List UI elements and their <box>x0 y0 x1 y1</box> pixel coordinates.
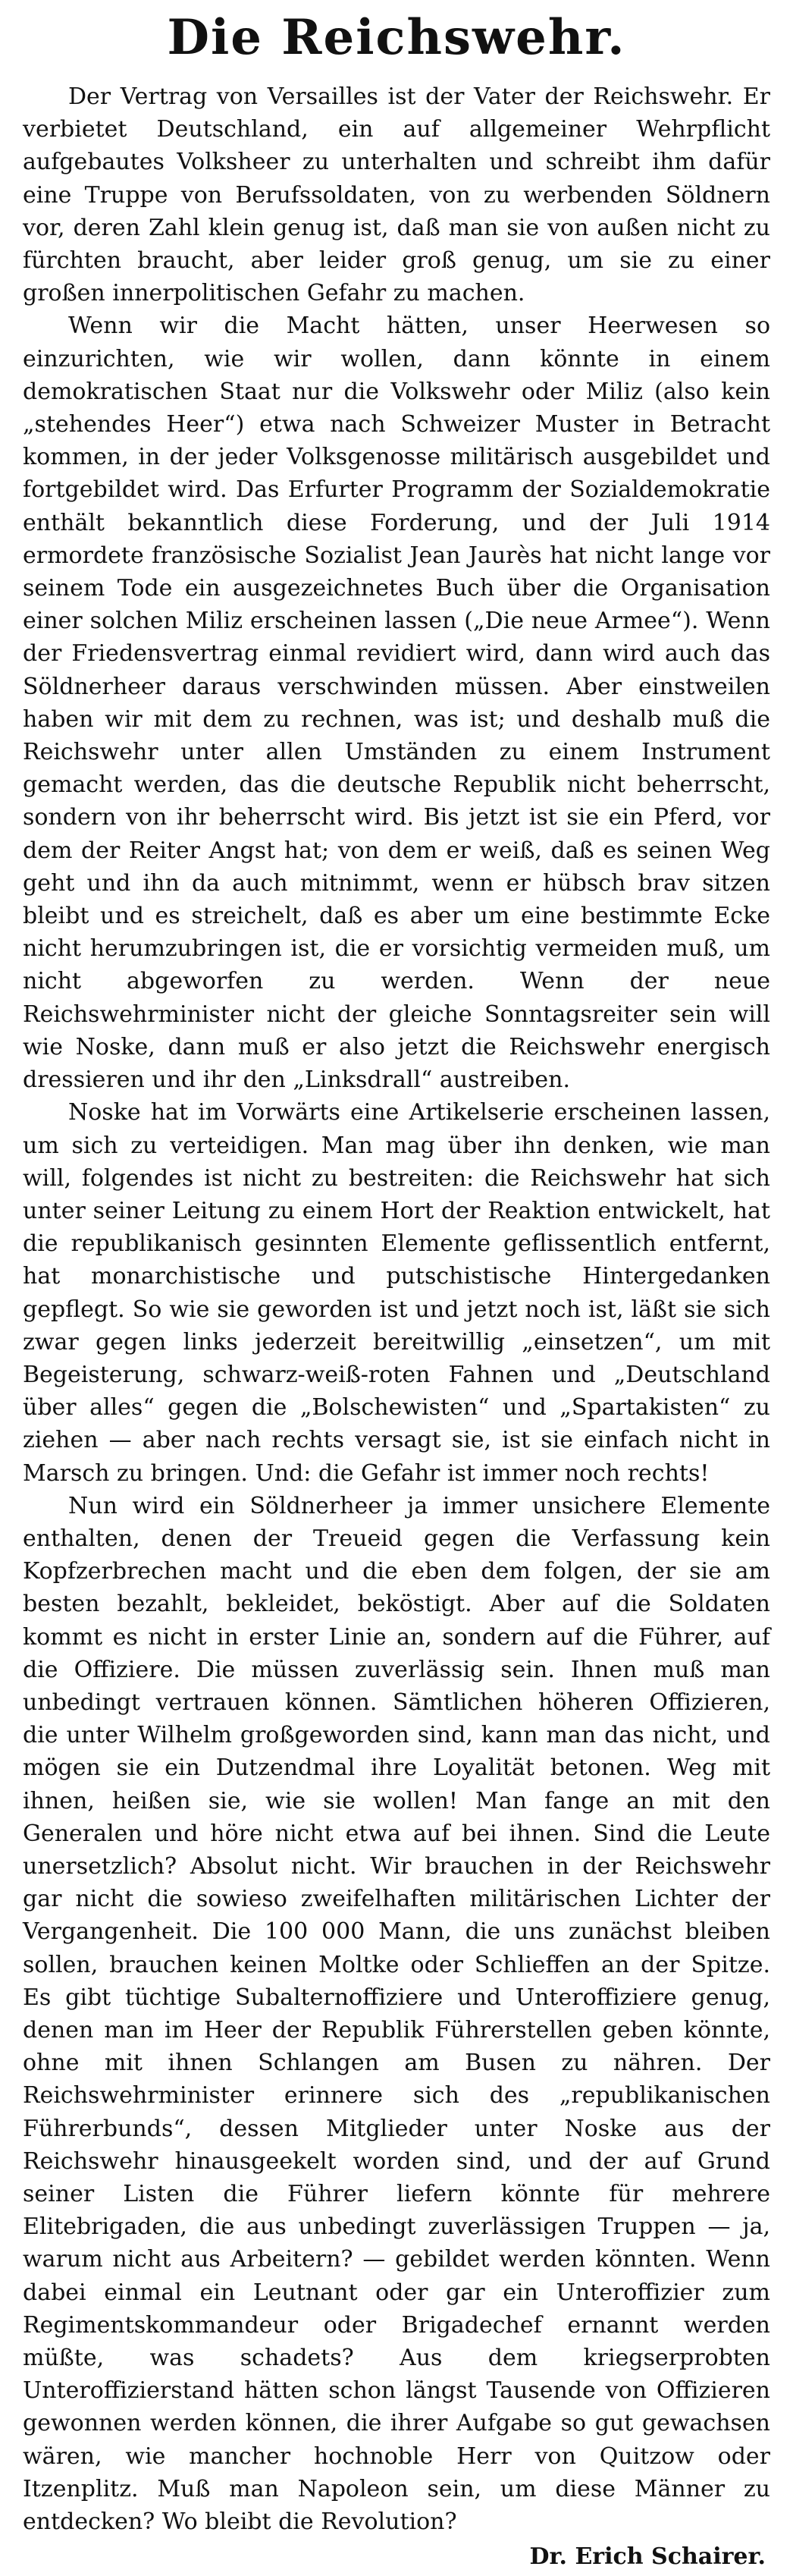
article-title: Die Reichswehr. <box>167 9 626 66</box>
article-paragraph: Nun wird ein Söldnerheer ja immer unsichere Elemente enthalten, denen der Treueid gegen die Verfassung kein Kopfzerbrechen macht und die eben dem folgen, der sie am besten bezahlt, bekleidet, beköstigt. Aber auf die Soldaten kommt es nicht in erster Linie an, sondern auf die Führer, auf die Offiziere. Die müssen zuverlässig sein. Ihnen muß man unbedingt vertrauen können. Sämtlichen höheren Offizieren, die unter Wilhelm großgeworden sind, kann man das nicht, und mögen sie ein Dutzendmal ihre Loyalität betonen. Weg mit ihnen, heißen sie, wie sie wollen! Man fange an mit den Generalen und höre nicht etwa auf bei ihnen. Sind die Leute unersetzlich? Absolut nicht. Wir brauchen in der Reichswehr gar nicht die sowieso zweifelhaften militärischen Lichter der Vergangenheit. Die 100 000 Mann, die uns zunächst bleiben sollen, brauchen keinen Moltke oder Schlieffen an der Spitze. Es gibt tüchtige Subalternoffiziere und Unteroffiziere genug, denen man im Heer der Republik Führerstellen geben könnte, ohne mit ihnen Schlangen am Busen zu nähren. Der Reichswehrminister erinnere sich des „republikanischen Führerbunds“, dessen Mitglieder unter Noske aus der Reichswehr hinausgeekelt worden sind, und der auf Grund seiner Listen die Führer liefern könnte für mehrere Elitebrigaden, die aus unbedingt zuverlässigen Truppen — ja, warum nicht aus Arbeitern? — gebildet werden könnten. Wenn dabei einmal ein Leutnant oder gar ein Unteroffizier zum Regimentskommandeur oder Brigadechef ernannt werden müßte, was schadets? Aus dem kriegserprobten Unteroffizierstand hätten schon längst Tausende von Offizieren gewonnen werden können, die ihrer Aufgabe so gut gewachsen wären, wie mancher hochnoble Herr von Quitzow oder Itzenplitz. Muß man Napoleon sein, um diese Männer zu entdecken? Wo bleibt die Revolution? <box>23 1492 770 2536</box>
author-signature: Dr. Erich Schairer. <box>529 2543 766 2571</box>
article-paragraph: Der Vertrag von Versailles ist der Vater der Reichswehr. Er verbietet Deutschland, ein auf allgemeiner Wehrpflicht aufgebautes Volksheer zu unterhalten und schreibt ihm dafür eine Truppe von Berufssoldaten, von zu werbenden Söldnern vor, deren Zahl klein genug ist, daß man sie von außen nicht zu fürchten braucht, aber leider groß genug, um sie zu einer großen innerpolitischen Gefahr zu machen. <box>23 83 770 307</box>
article-paragraph: Wenn wir die Macht hätten, unser Heerwesen so einzurichten, wie wir wollen, dann könnte in einem demokratischen Staat nur die Volkswehr oder Miliz (also kein „stehendes Heer“) etwa nach Schweizer Muster in Betracht kommen, in der jeder Volksgenosse militärisch ausgebildet und fortgebildet wird. Das Erfurter Programm der Sozialdemokratie enthält bekanntlich diese Forderung, und der Juli 1914 ermordete französische Sozialist Jean Jaurès hat nicht lange vor seinem Tode ein ausgezeichnetes Buch über die Organisation einer solchen Miliz erscheinen lassen („Die neue Armee“). Wenn der Friedensvertrag einmal revidiert wird, dann wird auch das Söldnerheer daraus verschwinden müssen. Aber einstweilen haben wir mit dem zu rechnen, was ist; und deshalb muß die Reichswehr unter allen Umständen zu einem Instrument gemacht werden, das die deutsche Republik nicht beherrscht, sondern von ihr beherrscht wird. Bis jetzt ist sie ein Pferd, vor dem der Reiter Angst hat; von dem er weiß, daß es seinen Weg geht und ihn da auch mitnimmt, wenn er hübsch brav sitzen bleibt und es streichelt, daß es aber um eine bestimmte Ecke nicht herumzubringen ist, die er vorsichtig vermeiden muß, um nicht abgeworfen zu werden. Wenn der neue Reichswehrminister nicht der gleiche Sonntagsreiter sein will wie Noske, dann muß er also jetzt die Reichswehr energisch dressieren und ihr den „Linksdrall“ austreiben. <box>23 313 770 1094</box>
article-paragraph: Noske hat im Vorwärts eine Artikelserie erscheinen lassen, um sich zu verteidigen. Man mag über ihn denken, wie man will, folgendes ist nicht zu bestreiten: die Reichswehr hat sich unter seiner Leitung zu einem Hort der Reaktion entwickelt, hat die republikanisch gesinnten Elemente geflissentlich entfernt, hat monarchistische und putschistische Hintergedanken gepflegt. So wie sie geworden ist und jetzt noch ist, läßt sie sich zwar gegen links jederzeit bereitwillig „einsetzen“, um mit Begeisterung, schwarz-weiß-roten Fahnen und „Deutschland über alles“ gegen die „Bolschewisten“ und „Spartakisten“ zu ziehen — aber nach rechts versagt sie, ist sie einfach nicht in Marsch zu bringen. Und: die Gefahr ist immer noch rechts! <box>23 1099 770 1487</box>
